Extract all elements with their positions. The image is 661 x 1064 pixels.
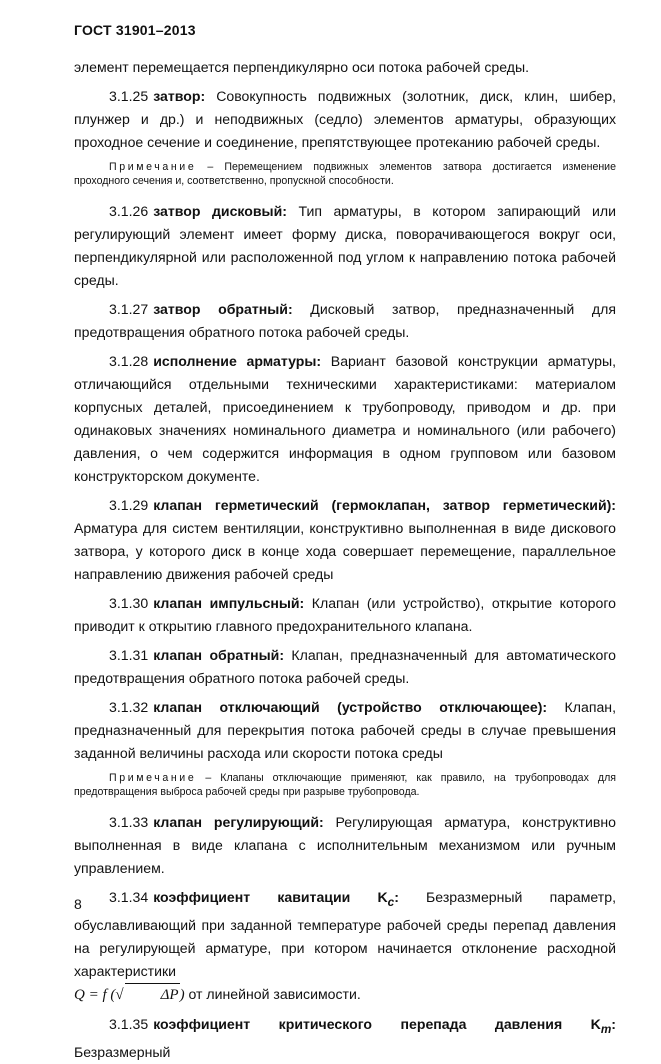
formula-lhs: Q = f ( xyxy=(74,986,116,1003)
term-title: затвор: xyxy=(153,88,206,104)
note-label: Примечание xyxy=(109,161,197,173)
term-definition: Безразмерный xyxy=(74,1043,171,1060)
term-title: затвор обратный: xyxy=(153,301,293,317)
term-number: 3.1.27 xyxy=(109,301,149,317)
term-title: затвор дисковый: xyxy=(153,203,287,219)
term-number: 3.1.25 xyxy=(109,88,149,104)
term-title-text: коэффициент критического перепада давления K xyxy=(153,1015,601,1032)
term-3-1-35 xyxy=(74,1013,616,1064)
term-definition: Клапан (или устройство), открытие которого приводит к открытию главного предохранительного клапана. xyxy=(74,595,616,634)
term-3-1-32 xyxy=(74,696,616,765)
term-definition: Вариант базовой конструкции арматуры, отличающийся отдельными техническими характеристиками: материалом корпусных деталей, присоединением к трубопроводу, приводом и др. при одинаковых значениях номинального диаметра и номинального (или рабочего) давления, о чем содержится информация в одном групповом или базовом конструкторском документе. xyxy=(74,353,616,484)
term-definition: Дисковый затвор, предназначенный для предотвращения обратного потока рабочей среды. xyxy=(74,301,616,340)
term-3-1-30 xyxy=(74,592,616,638)
formula-rhs: ) xyxy=(179,986,185,1003)
term-number: 3.1.26 xyxy=(109,203,149,219)
note-text: – Клапаны отключающие применяют, как правило, на трубопроводах для предотвращения выброса рабочей среды при разрыве трубопровода. xyxy=(74,772,616,798)
term-title: исполнение арматуры: xyxy=(153,353,322,369)
term-number: 3.1.33 xyxy=(109,814,149,830)
term-number: 3.1.31 xyxy=(109,647,149,663)
term-definition: Тип арматуры, в котором запирающий или регулирующий элемент имеет форму диска, поворачивающегося вокруг оси, перпендикулярной или расположенной под углом к направлению потока рабочей среды. xyxy=(74,203,617,288)
document-header: ГОСТ 31901–2013 xyxy=(74,22,196,38)
note-2 xyxy=(74,771,616,799)
subscript: c xyxy=(387,895,395,909)
term-3-1-25 xyxy=(74,85,616,154)
formula: Q = f (√ ΔP) xyxy=(74,987,185,1003)
term-title: клапан отключающий (устройство отключающее): xyxy=(153,699,548,715)
term-3-1-34 xyxy=(74,886,616,1007)
term-definition: Регулирующая арматура, конструктивно выполненная в виде клапана с исполнительным механизмом или ручным управлением. xyxy=(74,814,616,876)
term-3-1-29 xyxy=(74,494,616,586)
page-body xyxy=(74,56,616,1064)
term-definition: Совокупность подвижных (золотник, диск, клин, шибер, плунжер и др.) и неподвижных (седло) элементов арматуры, образующих проходное сечение и соединение, препятствующее протеканию рабочей среды. xyxy=(74,88,616,150)
term-3-1-28 xyxy=(74,350,616,488)
note-label: Примечание xyxy=(109,772,197,784)
term-3-1-27 xyxy=(74,298,616,344)
term-3-1-26 xyxy=(74,200,616,292)
note-text: – Перемещением подвижных элементов затвора достигается изменение проходного сечения и, соответственно, пропускной способности. xyxy=(74,161,616,187)
term-title xyxy=(153,889,399,909)
term-definition: Клапан, предназначенный для перекрытия потока рабочей среды в случае превышения заданной величины расхода или скорости потока среды xyxy=(74,699,616,761)
term-definition-end: от линейной зависимости. xyxy=(184,985,361,1002)
continuation-text: элемент перемещается перпендикулярно оси потока рабочей среды. xyxy=(74,59,530,75)
term-number: 3.1.35 xyxy=(109,1015,149,1032)
term-3-1-31 xyxy=(74,644,616,690)
term-definition: Арматура для систем вентиляции, конструктивно выполненная в виде дискового затвора, у которого диск в конце хода совершает перемещение, параллельное направлению движения рабочей среды xyxy=(74,520,616,582)
term-title xyxy=(153,1015,616,1036)
term-number: 3.1.28 xyxy=(109,353,149,369)
term-number: 3.1.34 xyxy=(109,889,149,905)
page-number: 8 xyxy=(74,896,82,912)
term-title: клапан обратный: xyxy=(153,647,285,663)
term-title: клапан герметический (гермоклапан, затвор герметический): xyxy=(153,497,616,513)
term-number: 3.1.30 xyxy=(109,595,149,611)
term-definition: Клапан, предназначенный для автоматического предотвращения обратного потока рабочей среды. xyxy=(74,647,616,686)
term-colon: : xyxy=(394,889,399,905)
term-definition: Безразмерный параметр, обуславливающий при заданной температуре рабочей среды перепад давления на регулирующей арматуре, при котором начинается отклонение расходной характеристики xyxy=(74,889,617,979)
formula-radicand: ΔP xyxy=(125,983,180,1007)
term-number: 3.1.32 xyxy=(109,699,149,715)
term-title: клапан регулирующий: xyxy=(153,814,324,830)
term-3-1-33 xyxy=(74,811,616,880)
term-colon: : xyxy=(611,1015,616,1032)
note-1 xyxy=(74,160,616,188)
term-title: клапан импульсный: xyxy=(153,595,305,611)
term-number: 3.1.29 xyxy=(109,497,149,513)
subscript: m xyxy=(600,1022,612,1036)
term-title-text: коэффициент кавитации K xyxy=(153,889,388,905)
